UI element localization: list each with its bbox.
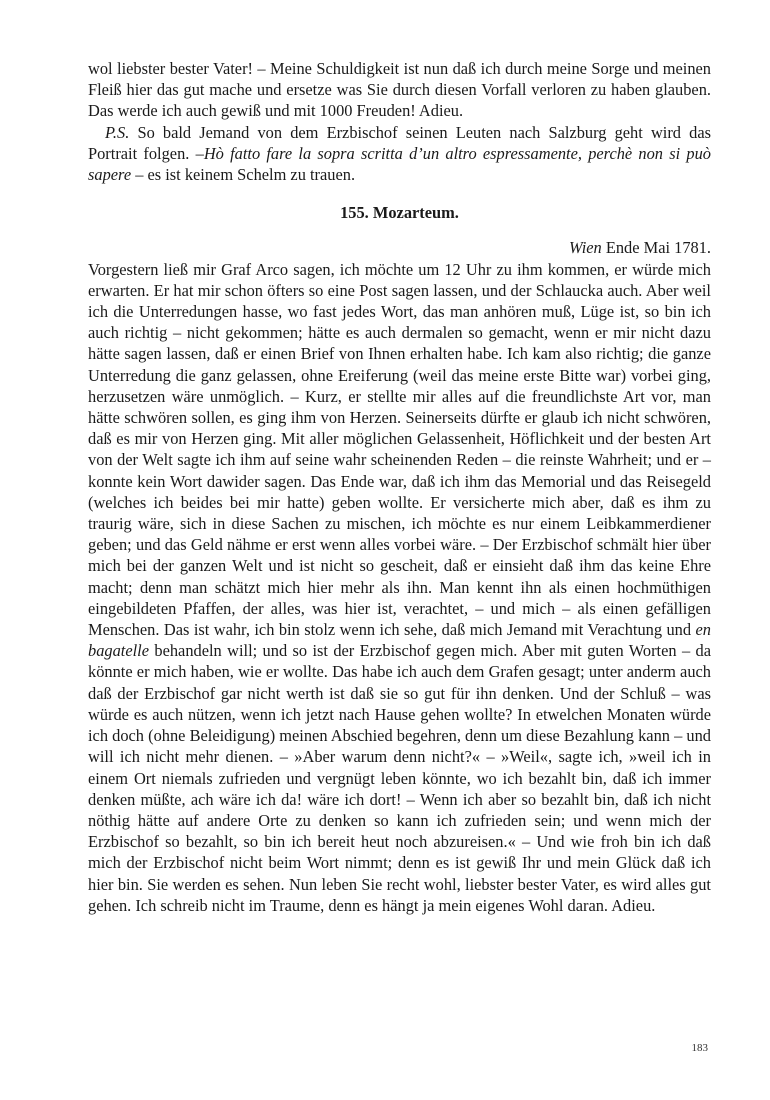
postscript-paragraph	[88, 122, 711, 186]
letter-body	[88, 259, 711, 916]
letter-place: Wien	[568, 238, 602, 258]
top-paragraph: wol liebster bester Vater! – Meine Schuldigkeit ist nun daß ich durch meine Sorge und meinen Fleiß hier das gut mache und ersetze was Sie durch diesen Vorfall verloren zu haben glauben. Das werde ich auch gewiß und mit 1000 Freuden! Adieu.	[88, 59, 711, 121]
page-number: 183	[691, 1042, 708, 1054]
page-text-block	[88, 58, 711, 916]
letter-italic-phrase: en bagatelle	[88, 620, 711, 661]
letter-body-part-1: Vorgestern ließ mir Graf Arco sagen, ich möchte um 12 Uhr zu ihm kommen, er würde mich erwarten. Er hat mir schon öfters so eine Post sagen lassen, und der Schlaucka auch. Aber weil ich die Unterredungen hasse, wo fast jedes Wort, das man anhören muß, Lüge ist, so bin ich auch richtig – nicht gekommen; hätte es auch dermalen so gemacht, wenn er mir nicht dazu hätte sagen lassen, daß er einen Brief von Ihnen erhalten habe. Ich kam also richtig; die ganze Unterredung die ganz gelassen, ohne Ereiferung (weil das meine erste Bitte war) vorbei ging, herzusetzen wäre unmöglich. – Kurz, er stellte mir alles auf die freundlichste Art vor, man hätte schwören sollen, es ging ihm von Herzen. Seinerseits dürfte er glaub ich nicht schwören, daß es mir von Herzen ging. Mit aller möglichen Gelassenheit, Höflichkeit und der besten Art von der Welt sagte ich ihm auf seine wahr scheinenden Reden – die reinste Wahrheit; und er – konnte kein Wort dawider sagen. Das Ende war, daß ich ihm das Memorial und das Reisegeld (welches ich beides bei mir hatte) geben wollte. Er versicherte mich aber, daß es ihm zu traurig wäre, sich in diese Sachen zu mischen, ich möchte es nur einem Leibkammerdiener geben; und das Geld nähme er erst wenn alles vorbei wäre. – Der Erzbischof schmält hier über mich bei der ganzen Welt und ist nicht so gescheit, daß er einsieht daß ihm das keine Ehre macht; denn man schätzt mich hier mehr als ihn. Man kennt ihn als einen hochmüthigen eingebildeten Pfaffen, der alles, was hier ist, verachtet, – und mich – als einen gefälligen Menschen. Das ist wahr, ich bin stolz wenn ich sehe, daß mich Jemand mit Verachtung und	[88, 259, 711, 640]
postscript-label: P.S.	[105, 122, 130, 142]
postscript-text-before: So bald Jemand von dem Erzbischof seinen Leuten nach Salzburg geht wird das Portrait folgen. –	[88, 122, 711, 163]
postscript-italian-text: Hò fatto fare la sopra scritta d’un altro espressamente, perchè non si può sapere	[88, 143, 712, 185]
letter-date: Ende Mai 1781.	[605, 238, 711, 258]
letter-heading: 155. Mozarteum.	[340, 203, 459, 223]
postscript-text-after: – es ist keinem Schelm zu trauen.	[135, 165, 356, 185]
letter-dateline	[88, 237, 711, 258]
letter-body-part-2: behandeln will; und so ist der Erzbischof gegen mich. Aber mit guten Worten – da könnte er mich haben, wie er wollte. Das habe ich auch dem Grafen gesagt; unter anderm auch daß der Erzbischof gar nicht werth ist daß sie so gut für ihn denken. Und der Schluß – was würde es auch nützen, wenn ich jetzt nach Hause gehen wollte? In etwelchen Monaten würde ich doch (ohne Beleidigung) meinen Abschied begehren, denn um diese Bezahlung kann – und will ich nicht mehr dienen. – »Aber warum denn nicht?« – »Weil«, sagte ich, »weil ich in einem Ort niemals zufrieden und vergnügt leben könnte, wo ich bezahlt bin, daß ich immer denken müßte, ach wäre ich da! wäre ich dort! – Wenn ich aber so bezahlt bin, daß ich nicht nöthig hätte auf andere Orte zu denken so kann ich zufrieden sein; und wenn mich der Erzbischof so bezahlt, so bin ich bereit heut noch abzureisen.« – Und wie froh bin ich daß mich der Erzbischof nicht beim Wort nimmt; denn es ist gewiß Ihr und mein Glück daß ich hier bin. Sie werden es sehen. Nun leben Sie recht wohl, liebster bester Vater, es wird alles gut gehen. Ich schreib nicht im Traume, denn es hängt ja mein eigenes Wohl daran. Adieu.	[88, 641, 711, 915]
